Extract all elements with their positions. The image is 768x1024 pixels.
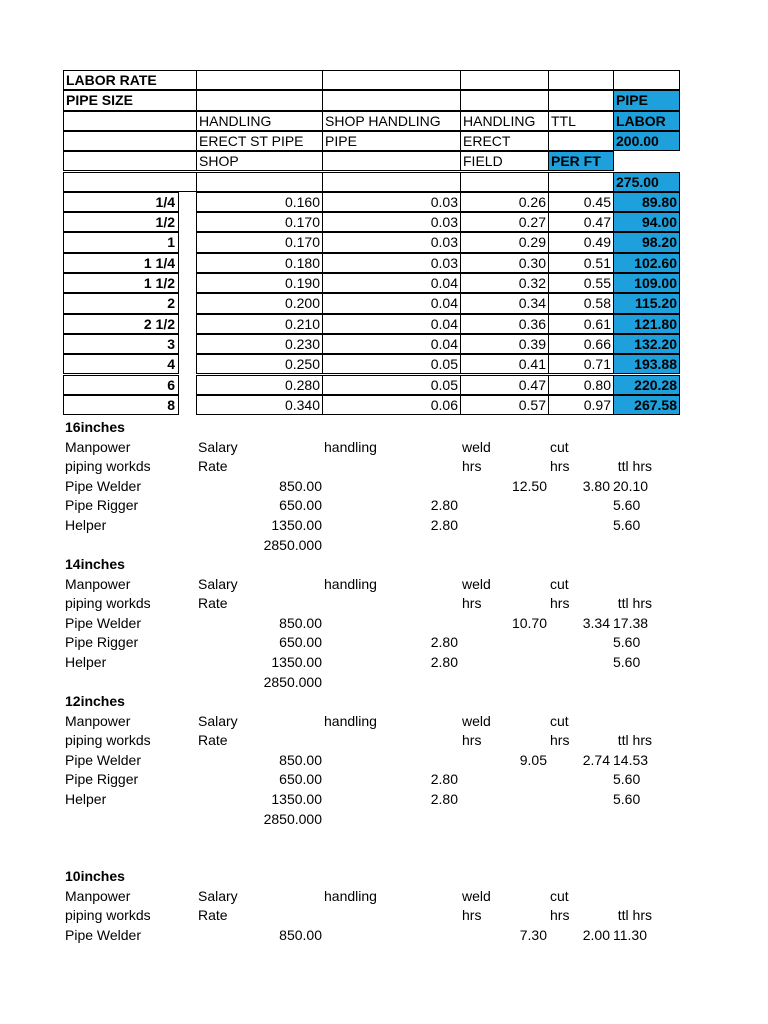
table-cell: 0.280 — [196, 375, 323, 395]
table-cell: 0.340 — [196, 395, 323, 415]
table-header-cell — [322, 151, 461, 171]
col-header: Manpower — [65, 712, 131, 729]
table-cell: 0.47 — [460, 375, 549, 395]
col-header: hrs — [550, 458, 570, 475]
table-cell: 267.58 — [613, 395, 680, 415]
col-header: weld — [462, 575, 491, 592]
table-cell: 193.88 — [613, 354, 680, 374]
cut-hrs: 3.80 — [582, 477, 610, 494]
weld-hrs: 9.05 — [519, 751, 547, 768]
table-cell: 0.160 — [196, 192, 323, 212]
handling-hrs: 2.80 — [430, 497, 458, 514]
col-header: handling — [324, 438, 377, 455]
salary-rate: 1350.00 — [271, 654, 322, 670]
table-cell: 0.03 — [322, 212, 461, 232]
salary-rate: 850.00 — [279, 614, 322, 631]
table-header-cell — [196, 172, 323, 192]
table-cell: 0.230 — [196, 334, 323, 354]
col-header: Salary — [198, 575, 238, 592]
table-cell: 0.57 — [460, 395, 549, 415]
col-header: cut — [550, 438, 569, 455]
table-header-cell — [548, 70, 614, 90]
table-header-cell: LABOR — [613, 111, 680, 131]
salary-rate: 650.00 — [279, 497, 322, 514]
pipe-size-cell: 2 — [63, 293, 179, 313]
table-cell: 0.170 — [196, 212, 323, 232]
table-header-cell — [460, 172, 549, 192]
salary-rate: 650.00 — [279, 771, 322, 788]
ttl-hrs: 5.60 — [613, 517, 641, 533]
col-header: ttl hrs — [617, 595, 652, 612]
table-header-cell: HANDLING — [196, 111, 323, 131]
manpower-label: Helper — [65, 517, 107, 533]
table-header-cell: PIPE — [322, 131, 461, 151]
col-header: Manpower — [65, 438, 131, 455]
ttl-hrs: 5.60 — [613, 634, 641, 651]
table-cell: 0.26 — [460, 192, 549, 212]
table-cell: 121.80 — [613, 314, 680, 334]
table-header-cell — [322, 70, 461, 90]
col-header: handling — [324, 575, 377, 592]
table-header-cell: HANDLING — [460, 111, 549, 131]
ttl-hrs: 5.60 — [613, 497, 641, 514]
table-cell: 0.51 — [548, 253, 614, 273]
col-header: hrs — [550, 595, 570, 612]
section-title: 16inches — [65, 419, 125, 435]
table-header-cell: SHOP — [196, 151, 323, 171]
table-header-cell — [548, 172, 614, 192]
salary-rate: 850.00 — [279, 477, 322, 494]
table-cell: 0.03 — [322, 232, 461, 252]
salary-rate: 1350.00 — [271, 791, 322, 807]
col-header: hrs — [462, 458, 482, 475]
pipe-size-cell: 8 — [63, 395, 179, 415]
table-header-cell — [460, 90, 549, 110]
table-header-cell — [613, 151, 680, 171]
table-cell: 0.71 — [548, 354, 614, 374]
cut-hrs: 3.34 — [582, 614, 610, 631]
table-cell: 0.41 — [460, 354, 549, 374]
table-cell: 132.20 — [613, 334, 680, 354]
table-header-cell — [548, 131, 614, 151]
table-cell: 0.29 — [460, 232, 549, 252]
table-cell: 0.04 — [322, 334, 461, 354]
handling-hrs: 2.80 — [430, 771, 458, 788]
table-cell: 220.28 — [613, 375, 680, 395]
table-cell: 115.20 — [613, 293, 680, 313]
manpower-label: Helper — [65, 654, 107, 670]
table-cell: 0.55 — [548, 273, 614, 293]
table-cell: 109.00 — [613, 273, 680, 293]
col-header: Salary — [198, 438, 238, 455]
salary-rate: 850.00 — [279, 926, 322, 943]
col-header: piping workds — [65, 595, 151, 612]
ttl-hrs: 17.38 — [613, 614, 649, 631]
pipe-size-cell: 1 — [63, 232, 179, 252]
handling-hrs: 2.80 — [430, 517, 458, 533]
col-header: ttl hrs — [617, 458, 652, 475]
pipe-size-cell: 6 — [63, 375, 179, 395]
table-cell: 102.60 — [613, 253, 680, 273]
table-cell: 0.39 — [460, 334, 549, 354]
pipe-size-cell: 1/2 — [63, 212, 179, 232]
table-header-cell — [322, 172, 461, 192]
pipe-size-cell: 1 1/2 — [63, 273, 179, 293]
col-header: hrs — [550, 732, 570, 749]
table-cell: 89.80 — [613, 192, 680, 212]
table-cell: 0.32 — [460, 273, 549, 293]
col-header: hrs — [462, 732, 482, 749]
col-header: ttl hrs — [617, 732, 652, 749]
table-header-cell: ERECT ST PIPE — [196, 131, 323, 151]
table-header-cell: 200.00 — [613, 131, 680, 151]
col-header: Manpower — [65, 575, 131, 592]
ttl-hrs: 11.30 — [613, 926, 647, 943]
col-header: Manpower — [65, 887, 131, 904]
col-header: piping workds — [65, 732, 151, 749]
table-cell: 0.03 — [322, 253, 461, 273]
table-cell: 0.04 — [322, 273, 461, 293]
section-title: 10inches — [65, 868, 125, 884]
pipe-size-cell: 1 1/4 — [63, 253, 179, 273]
table-header-cell — [63, 111, 197, 131]
table-cell: 0.27 — [460, 212, 549, 232]
table-cell: 0.190 — [196, 273, 323, 293]
weld-hrs: 10.70 — [511, 614, 547, 631]
table-header-cell — [613, 70, 680, 90]
col-header: Rate — [198, 595, 228, 612]
ttl-hrs: 5.60 — [613, 791, 641, 807]
manpower-label: Pipe Rigger — [65, 497, 139, 514]
table-cell: 0.170 — [196, 232, 323, 252]
table-header-cell: TTL — [548, 111, 614, 131]
manpower-label: Helper — [65, 791, 107, 807]
section-title: 12inches — [65, 693, 125, 709]
table-header-cell: SHOP HANDLING — [322, 111, 461, 131]
table-cell: 0.250 — [196, 354, 323, 374]
table-header-cell — [460, 70, 549, 90]
table-header-cell — [196, 90, 323, 110]
table-header-cell: PIPE — [613, 90, 680, 110]
col-header: cut — [550, 712, 569, 729]
salary-rate: 650.00 — [279, 634, 322, 651]
table-header-cell — [63, 131, 197, 151]
pipe-size-cell: 2 1/2 — [63, 314, 179, 334]
manpower-label: Pipe Welder — [65, 614, 142, 631]
table-cell: 0.200 — [196, 293, 323, 313]
table-header-cell — [63, 151, 197, 171]
table-cell: 0.47 — [548, 212, 614, 232]
table-cell: 0.45 — [548, 192, 614, 212]
ttl-hrs: 14.53 — [613, 751, 649, 768]
cut-hrs: 2.00 — [582, 926, 610, 943]
manpower-label: Pipe Welder — [65, 926, 142, 943]
col-header: piping workds — [65, 458, 151, 475]
table-header-cell — [322, 90, 461, 110]
table-cell: 0.66 — [548, 334, 614, 354]
col-header: weld — [462, 438, 491, 455]
salary-total: 2850.000 — [263, 673, 322, 690]
cut-hrs: 2.74 — [582, 751, 610, 768]
table-cell: 0.05 — [322, 354, 461, 374]
table-cell: 0.97 — [548, 395, 614, 415]
table-header-cell: 275.00 — [613, 172, 680, 192]
col-header: Salary — [198, 712, 238, 729]
ttl-hrs: 5.60 — [613, 654, 641, 670]
col-header: weld — [462, 712, 491, 729]
table-header-cell — [196, 70, 323, 90]
table-cell: 0.04 — [322, 293, 461, 313]
table-cell: 0.61 — [548, 314, 614, 334]
manpower-label: Pipe Rigger — [65, 634, 139, 651]
col-header: hrs — [462, 907, 482, 924]
col-header: cut — [550, 887, 569, 904]
col-header: Rate — [198, 732, 228, 749]
salary-rate: 1350.00 — [271, 517, 322, 533]
table-cell: 98.20 — [613, 232, 680, 252]
handling-hrs: 2.80 — [430, 634, 458, 651]
col-header: cut — [550, 575, 569, 592]
table-cell: 0.06 — [322, 395, 461, 415]
table-cell: 0.58 — [548, 293, 614, 313]
col-header: Rate — [198, 907, 228, 924]
table-cell: 0.04 — [322, 314, 461, 334]
pipe-size-cell: 3 — [63, 334, 179, 354]
table-header-cell — [548, 90, 614, 110]
table-header-cell: ERECT — [460, 131, 549, 151]
ttl-hrs: 5.60 — [613, 771, 641, 788]
table-cell: 0.80 — [548, 375, 614, 395]
table-header-cell: PIPE SIZE — [63, 90, 197, 110]
table-cell: 0.30 — [460, 253, 549, 273]
weld-hrs: 12.50 — [511, 477, 547, 494]
manpower-label: Pipe Welder — [65, 751, 142, 768]
manpower-label: Pipe Welder — [65, 477, 142, 494]
table-header-cell: LABOR RATE — [63, 70, 197, 90]
table-cell: 0.03 — [322, 192, 461, 212]
handling-hrs: 2.80 — [430, 791, 458, 807]
table-cell: 94.00 — [613, 212, 680, 232]
col-header: ttl hrs — [617, 907, 652, 924]
table-cell: 0.36 — [460, 314, 549, 334]
table-header-cell: FIELD — [460, 151, 549, 171]
salary-total: 2850.000 — [263, 810, 322, 827]
pipe-size-cell: 4 — [63, 354, 179, 374]
ttl-hrs: 20.10 — [613, 477, 649, 494]
table-cell: 0.49 — [548, 232, 614, 252]
col-header: weld — [462, 887, 491, 904]
pipe-size-cell: 1/4 — [63, 192, 179, 212]
col-header: handling — [324, 712, 377, 729]
table-cell: 0.210 — [196, 314, 323, 334]
col-header: piping workds — [65, 907, 151, 924]
col-header: hrs — [462, 595, 482, 612]
col-header: Salary — [198, 887, 238, 904]
col-header: handling — [324, 887, 377, 904]
col-header: hrs — [550, 907, 570, 924]
col-header: Rate — [198, 458, 228, 475]
salary-total: 2850.000 — [263, 536, 322, 553]
handling-hrs: 2.80 — [430, 654, 458, 670]
weld-hrs: 7.30 — [519, 926, 547, 943]
table-header-cell: PER FT — [548, 151, 614, 171]
table-cell: 0.34 — [460, 293, 549, 313]
manpower-label: Pipe Rigger — [65, 771, 139, 788]
salary-rate: 850.00 — [279, 751, 322, 768]
section-title: 14inches — [65, 556, 125, 572]
table-cell: 0.05 — [322, 375, 461, 395]
table-header-cell — [63, 172, 197, 192]
table-cell: 0.180 — [196, 253, 323, 273]
